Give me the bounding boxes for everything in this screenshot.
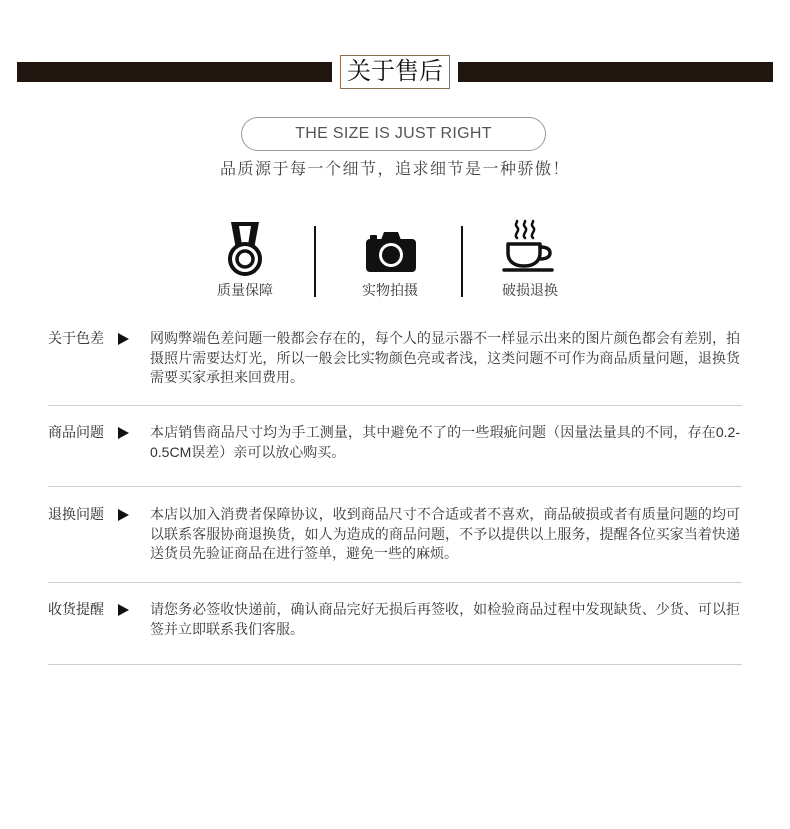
section-divider (48, 582, 742, 583)
feature-divider (461, 226, 463, 297)
header-bar-right (458, 62, 773, 82)
coffee-cup-icon (500, 219, 556, 276)
section-label: 收货提醒 (48, 601, 104, 617)
triangle-right-icon (118, 427, 129, 439)
feature-label-quality: 质量保障 (217, 282, 273, 298)
camera-icon (366, 231, 416, 272)
section-text: 本店以加入消费者保障协议，收到商品尺寸不合适或者不喜欢，商品破损或者有质量问题的均可以联系客服协商退换货，如人为造成的商品问题，不予以提供以上服务，提醒各位买家当着快递送货员先验证商品在进行签单，避免一些的麻烦。 (150, 506, 740, 561)
section-text: 本店销售商品尺寸均为手工测量，其中避免不了的一些瑕疵问题（因量法量具的不同，存在0.2-0.5CM误差）亲可以放心购买。 (150, 424, 740, 460)
section-label: 商品问题 (48, 424, 104, 440)
section-divider (48, 664, 742, 665)
tagline-pill: THE SIZE IS JUST RIGHT (241, 117, 546, 151)
feature-label-damage-return: 破损退换 (502, 282, 558, 298)
triangle-right-icon (118, 604, 129, 616)
page-title: 关于售后 (340, 55, 450, 89)
triangle-right-icon (118, 509, 129, 521)
section-divider (48, 486, 742, 487)
section-divider (48, 405, 742, 406)
feature-divider (314, 226, 316, 297)
section-label: 退换问题 (48, 506, 104, 522)
medal-icon (225, 219, 265, 277)
header-bar-left (17, 62, 332, 82)
section-label: 关于色差 (48, 330, 104, 346)
section-text: 请您务必签收快递前，确认商品完好无损后再签收，如检验商品过程中发现缺货、少货、可以拒签并立即联系我们客服。 (150, 601, 740, 637)
feature-label-real-photo: 实物拍摄 (362, 282, 418, 298)
triangle-right-icon (118, 333, 129, 345)
tagline-subtitle: 品质源于每一个细节，追求细节是一种骄傲！ (219, 161, 570, 178)
section-text: 网购弊端色差问题一般都会存在的，每个人的显示器不一样显示出来的图片颜色都会有差别，拍摄照片需要达灯光，所以一般会比实物颜色亮或者浅，这类问题不可作为商品质量问题，退换货需要买家承担来回费用。 (150, 330, 740, 385)
